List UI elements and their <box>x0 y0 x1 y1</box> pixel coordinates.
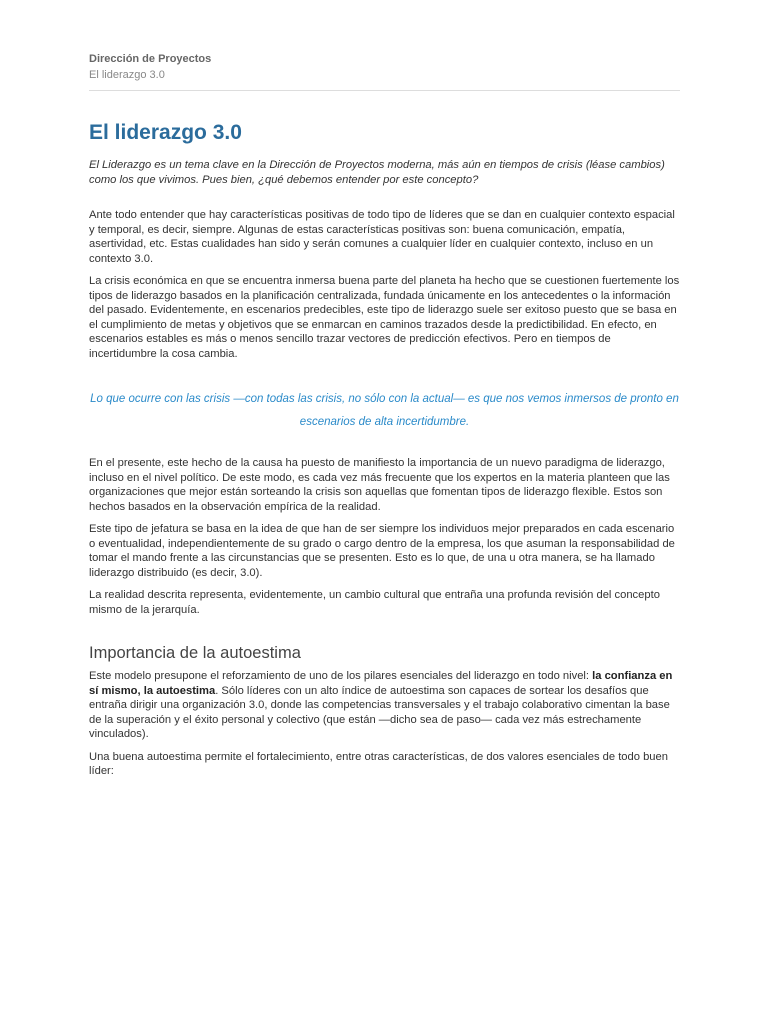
paragraph-3: En el presente, este hecho de la causa ha puesto de manifiesto la importancia de un nuevo paradigma de liderazgo, incluso en el nivel político. De este modo, es cada vez más frecuente que los expertos en la materia planteen que las organizaciones que mejor están sorteando la crisis son aquellas que fomentan tipos de liderazgo flexible. Estos son hechos basados en la observación empírica de la realidad. <box>89 457 670 513</box>
header-divider <box>89 90 680 91</box>
document-subtitle: El liderazgo 3.0 <box>89 69 165 81</box>
paragraph-1: Ante todo entender que hay características positivas de todo tipo de líderes que se dan en cualquier contexto espacial y temporal, es decir, siempre. Algunas de estas características positivas son: buena comunicación, empatía, asertividad, etc. Estas cualidades han sido y serán comunes a cualquier líder en cualquier contexto, incluso en un contexto 3.0. <box>89 209 675 265</box>
paragraph-4: Este tipo de jefatura se basa en la idea de que han de ser siempre los individuos mejor preparados en cada escenario o eventualidad, independientemente de su grado o cargo dentro de la empresa, los que asuman la responsabilidad de tomar el mando frente a las circunstancias que se presenten. Esto es lo que, de una u otra manera, se ha llamado liderazgo distribuido (es decir, 3.0). <box>89 523 675 579</box>
article-title: El liderazgo 3.0 <box>89 121 242 144</box>
pull-quote: Lo que ocurre con las crisis —con todas las crisis, no sólo con la actual— es que nos vemos inmersos de pronto en escenarios de alta incertidumbre. <box>90 393 679 428</box>
article-body <box>89 119 680 779</box>
paragraph-2: La crisis económica en que se encuentra inmersa buena parte del planeta ha hecho que se cuestionen fuertemente los tipos de liderazgo basados en la planificación centralizada, fundada únicamente en los antecedentes o la información del pasado. Evidentemente, en escenarios predecibles, este tipo de liderazgo suele ser exitoso puesto que se basa en el cumplimiento de metas y objetivos que se enmarcan en caminos trazados desde la predictibilidad. En efecto, en escenarios estables es más o menos sencillo trazar vectores de predicción efectivos. Pero en tiempos de incertidumbre la cosa cambia. <box>89 275 680 360</box>
paragraph-6-end: . Sólo líderes con un alto índice de autoestima son capaces de sortear los desafíos que entraña dirigir una organización 3.0, donde las competencias transversales y el trabajo colaborativo cimentan la base de la superación y el éxito personal y colectivo (que están —dicho sea de paso— cada vez más estrechamente vinculados). <box>89 684 670 740</box>
paragraph-7: Una buena autoestima permite el fortalecimiento, entre otras características, de dos valores esenciales de todo buen líder: <box>89 750 668 777</box>
document-title: Dirección de Proyectos <box>89 53 212 65</box>
paragraph-6-start: Este modelo presupone el reforzamiento de uno de los pilares esenciales del liderazgo en todo nivel: <box>89 670 593 682</box>
document-header <box>89 52 680 82</box>
paragraph-6-emphasis: la confianza en sí mismo, la autoestima <box>89 670 673 697</box>
section-title: Importancia de la autoestima <box>89 644 301 662</box>
article-lead: El Liderazgo es un tema clave en la Dirección de Proyectos moderna, más aún en tiempos de crisis (léase cambios) como los que vivimos. Pues bien, ¿qué debemos entender por este concepto? <box>89 159 665 186</box>
paragraph-6 <box>89 669 680 742</box>
paragraph-5: La realidad descrita representa, evidentemente, un cambio cultural que entraña una profunda revisión del concepto mismo de la jerarquía. <box>89 589 660 616</box>
